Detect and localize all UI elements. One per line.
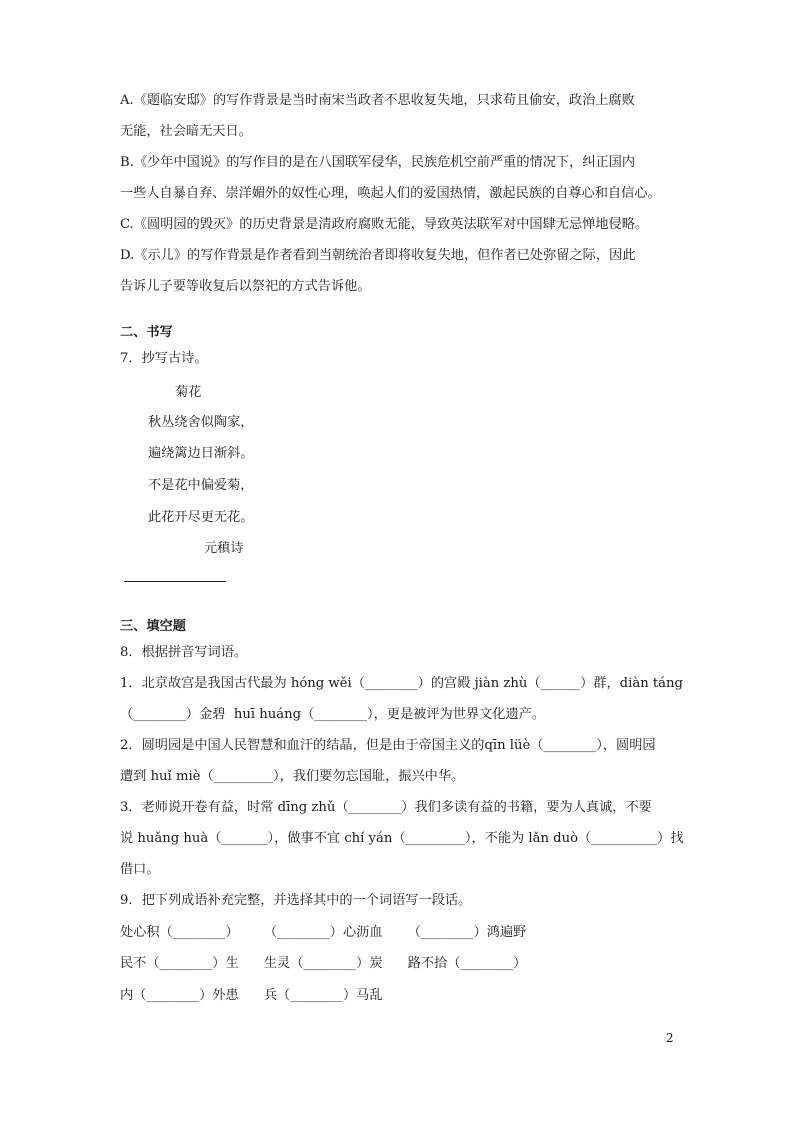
idiom-row-1: 处心积（________） （________）心沥血 （________）鸿遍野: [120, 925, 527, 940]
question-8-3-line1: 3．老师说开卷有益，时常 dīng zhǔ（________）我们多读有益的书籍，要为人真诚，不要: [120, 800, 652, 815]
poem-line-1: 秋丛绕舍似陶家，: [148, 415, 254, 430]
idiom-row-2: 民不（________）生 生灵（________）炭 路不拾（________）: [120, 956, 527, 971]
option-b-line2: 一些人自暴自弃、崇洋媚外的奴性心理，唤起人们的爱国热情，激起民族的自尊心和自信心。: [120, 186, 661, 201]
question-9: 9．把下列成语补充完整，并选择其中的一个词语写一段话。: [120, 893, 472, 908]
section-heading-fill-in: 三、填空题: [120, 619, 186, 634]
poem-line-4: 此花开尽更无花。: [148, 510, 254, 525]
page-number: 2: [666, 1031, 674, 1045]
poem-author: 元稹诗: [204, 541, 244, 556]
option-d-line1: D.《示儿》的写作背景是作者看到当朝统治者即将收复失地，但作者已处弥留之际，因此: [120, 248, 636, 263]
answer-line: [124, 581, 226, 582]
section-heading-writing: 二、书写: [120, 325, 173, 340]
question-8-2-line2: 遭到 huǐ miè（_________），我们要勿忘国耻，振兴中华。: [120, 769, 465, 784]
poem-line-3: 不是花中偏爱菊，: [148, 478, 254, 493]
question-8-3-line2: 说 huǎng huà（_______），做事不宜 chí yán（_________），不能为 lǎn duò（__________）找: [120, 831, 684, 846]
question-8-3-line3: 借口。: [120, 862, 160, 877]
question-8-1-line2: （________）金碧 huī huáng（________），更是被评为世界文化遗产。: [120, 707, 546, 722]
idiom-row-3: 内（________）外患 兵（________）马乱: [120, 988, 383, 1003]
poem-title: 菊花: [175, 385, 202, 400]
question-8-2-line1: 2．圆明园是中国人民智慧和血汗的结晶，但是由于帝国主义的qīn lüè（________），圆明园: [120, 738, 656, 753]
question-8: 8．根据拼音写词语。: [120, 645, 248, 660]
option-c-line1: C.《圆明园的毁灭》的历史背景是清政府腐败无能，导致英法联军对中国肆无忌惮地侵略。: [120, 217, 649, 232]
option-d-line2: 告诉儿子要等收复后以祭祀的方式告诉他。: [120, 279, 371, 294]
option-a-line2: 无能，社会暗无天日。: [120, 124, 252, 139]
poem-line-2: 遍绕篱边日渐斜。: [148, 446, 254, 461]
question-7: 7．抄写古诗。: [120, 351, 208, 366]
question-8-1-line1: 1．北京故宫是我国古代最为 hóng wěi（________）的宫殿 jiàn zhù（______）群，diàn táng: [120, 676, 683, 691]
option-a-line1: A.《题临安邸》的写作背景是当时南宋当政者不思收复失地，只求苟且偷安，政治上腐败: [120, 93, 635, 108]
option-b-line1: B.《少年中国说》的写作目的是在八国联军侵华，民族危机空前严重的情况下，纠正国内: [120, 155, 636, 170]
